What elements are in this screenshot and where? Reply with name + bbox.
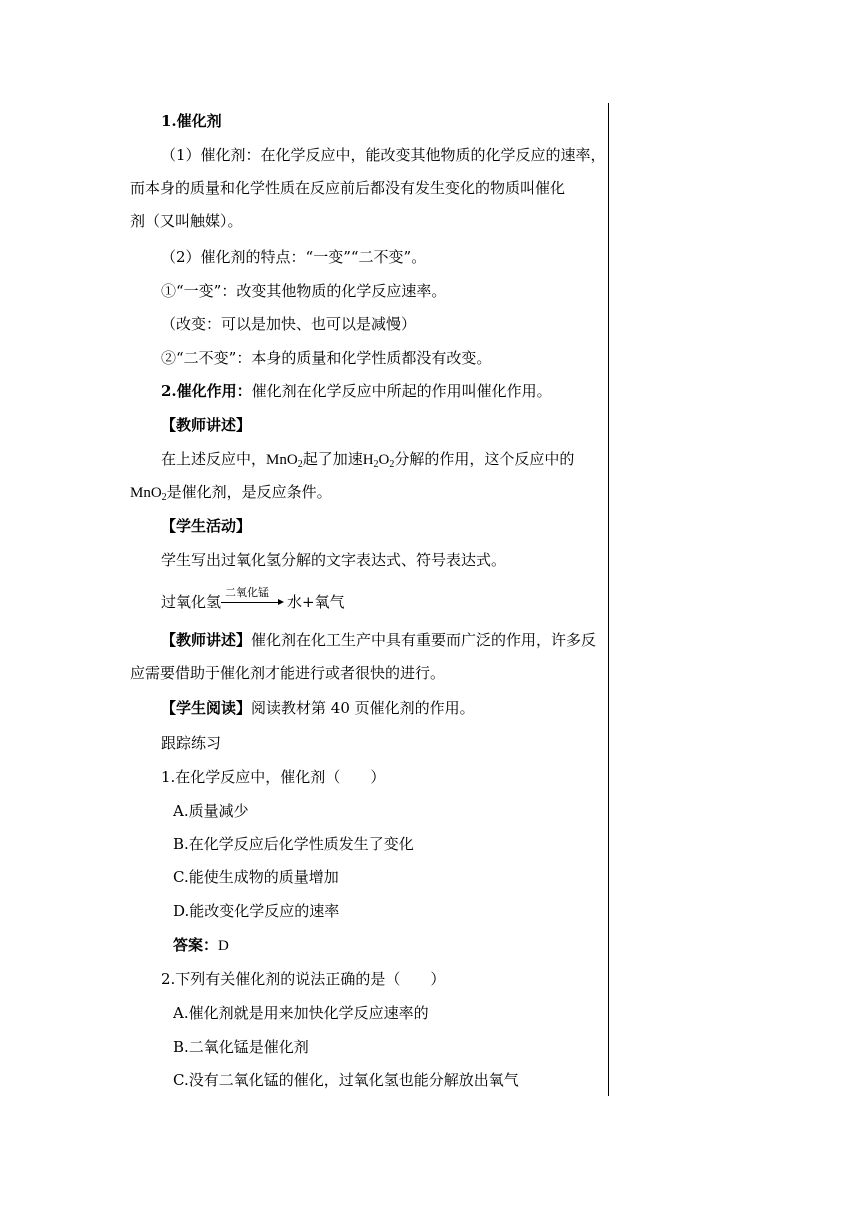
one-change: ①“一变”：改变其他物质的化学反应速率。 [161, 282, 447, 300]
q1-option-d: D.能改变化学反应的速率 [173, 902, 340, 920]
equation-products: 水+氧气 [287, 593, 345, 611]
answer-value: D [218, 938, 229, 954]
answer-label: 答案： [173, 936, 219, 954]
reaction-arrow [221, 587, 283, 617]
catalyst-features: （2）催化剂的特点：“一变”“二不变”。 [161, 248, 427, 266]
practice-title: 跟踪练习 [161, 734, 222, 752]
q2-option-c: C.没有二氧化锰的催化，过氧化氢也能分解放出氧气 [173, 1071, 519, 1089]
catalysis-paragraph [161, 381, 552, 401]
q1-answer [173, 935, 229, 956]
catalyst-definition-line-2: 而本身的质量和化学性质在反应前后都没有发生变化的物质叫催化 [130, 179, 566, 197]
teacher-text-1-line-1 [161, 449, 574, 470]
q2-option-a: A.催化剂就是用来加快化学反应速率的 [173, 1004, 429, 1022]
subscript: 2 [389, 459, 395, 470]
student-activity-text: 学生写出过氧化氢分解的文字表达式、符号表达式。 [161, 551, 507, 569]
teacher-text-1-line-2 [130, 482, 332, 503]
reading-line [161, 698, 475, 718]
reading-text: 阅读教材第 40 页催化剂的作用。 [251, 699, 475, 717]
formula-mno: MnO [266, 452, 298, 468]
teacher-text-part: 起了加速 [302, 450, 363, 468]
reaction-condition: 二氧化锰 [225, 586, 269, 599]
q1-option-b: B.在化学反应后化学性质发生了变化 [173, 835, 414, 853]
table-border-line [608, 103, 609, 1096]
reading-heading: 【学生阅读】 [161, 699, 252, 717]
change-note: （改变：可以是加快、也可以是减慢） [161, 315, 417, 333]
catalysis-heading: 2.催化作用： [161, 382, 252, 400]
question-2: 2.下列有关催化剂的说法正确的是（ ） [161, 970, 446, 988]
formula-mno: MnO [130, 485, 162, 501]
teacher-heading-1: 【教师讲述】 [161, 416, 252, 434]
arrow-shaft [221, 602, 279, 603]
catalyst-heading: 1.催化剂 [161, 112, 222, 130]
formula-o: O [378, 452, 390, 468]
teacher-text-2-line-2: 应需要借助于催化剂才能进行或者很快的进行。 [130, 664, 446, 682]
q1-option-a: A.质量减少 [173, 802, 249, 820]
teacher-text-part: 分解的作用，这个反应中的 [394, 450, 575, 468]
equation-reactant: 过氧化氢 [161, 593, 222, 611]
catalysis-text: 催化剂在化学反应中所起的作用叫催化作用。 [251, 382, 552, 400]
teacher-text-part: 催化剂在化工生产中具有重要而广泛的作用，许多反 [251, 631, 597, 649]
subscript: 2 [373, 459, 379, 470]
subscript: 2 [297, 459, 303, 470]
question-1: 1.在化学反应中，催化剂（ ） [161, 768, 386, 786]
teacher-heading-2: 【教师讲述】 [161, 631, 252, 649]
student-activity-heading: 【学生活动】 [161, 517, 252, 535]
teacher-text-2-line-1 [161, 630, 596, 650]
arrow-head-icon [278, 599, 284, 605]
formula-h: H [362, 452, 374, 468]
q2-option-b: B.二氧化锰是催化剂 [173, 1038, 309, 1056]
two-no-change: ②“二不变”：本身的质量和化学性质都没有改变。 [161, 349, 492, 367]
teacher-text-part: 在上述反应中， [161, 450, 267, 468]
teacher-text-part: 是催化剂，是反应条件。 [166, 483, 332, 501]
catalyst-definition-line-3: 剂（又叫触媒）。 [130, 212, 243, 230]
q1-option-c: C.能使生成物的质量增加 [173, 868, 339, 886]
catalyst-definition-line-1: （1）催化剂：在化学反应中，能改变其他物质的化学反应的速率， [161, 146, 606, 164]
subscript: 2 [161, 492, 167, 503]
